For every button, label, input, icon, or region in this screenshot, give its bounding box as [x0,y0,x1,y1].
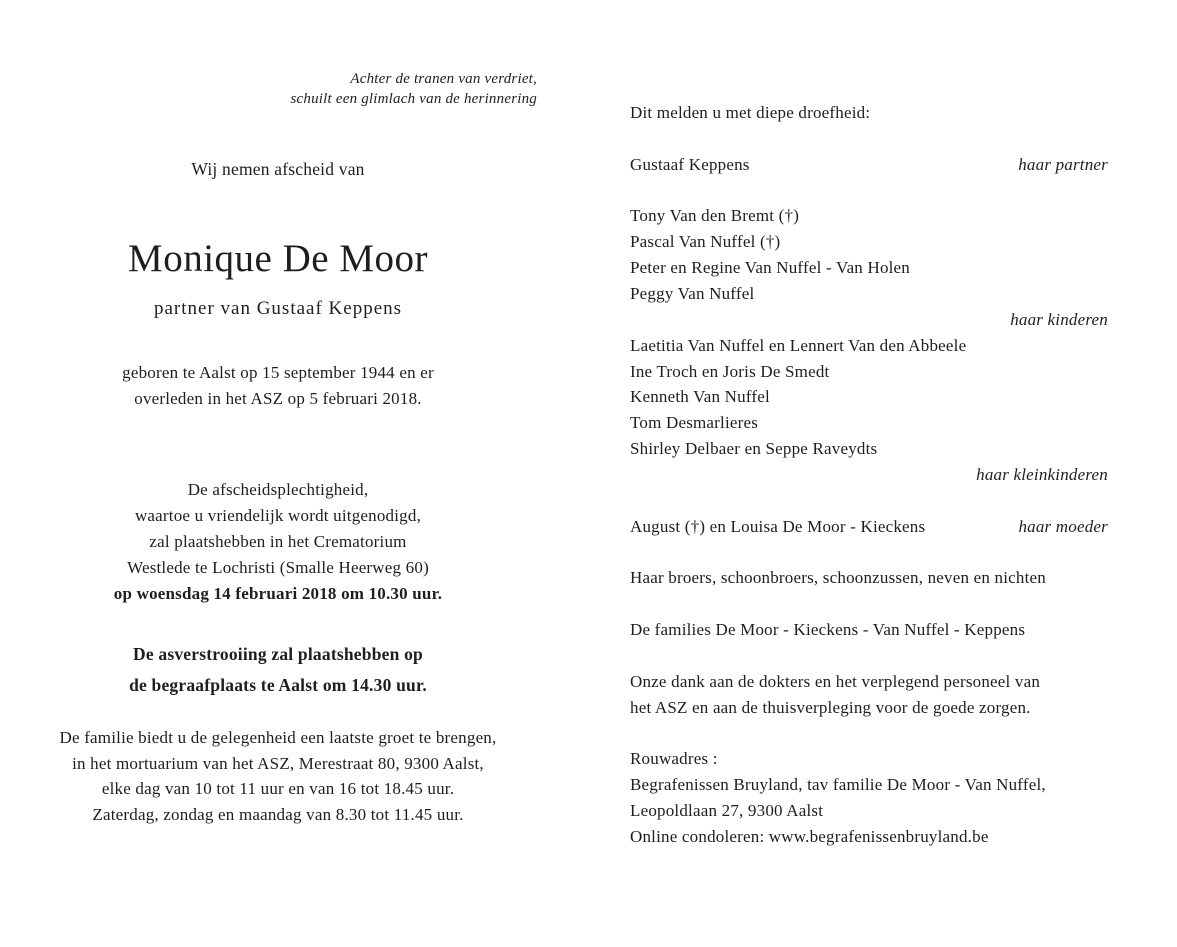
ceremony-line: Westlede te Lochristi (Smalle Heerweg 60) [127,558,429,577]
death-line: overleden in het ASZ op 5 februari 2018. [134,388,422,408]
mother-relation-label: haar moeder [1018,516,1108,536]
birth-line: geboren te Aalst op 15 september 1944 en er [122,363,434,382]
scattering-line: de begraafplaats te Aalst om 14.30 uur. [129,675,427,695]
spacer [630,540,1108,566]
grandchildren-relation-label: haar kleinkinderen [976,465,1108,485]
child-row: Tony Van den Bremt (†) [630,206,800,226]
birth-death-info [39,360,517,411]
epigraph-line-1: Achter de tranen van verdriet, [350,71,537,87]
thanks-line: het ASZ en aan de thuisverpleging voor de goede zorgen. [630,697,1031,717]
scattering-line: De asverstrooiing zal plaatshebben op [132,644,423,664]
announcement-line: Dit melden u met diepe droefheid: [630,103,871,122]
partner-row [630,152,1108,178]
spacer [630,643,1108,669]
ceremony-line: zal plaatshebben in het Crematorium [149,532,407,551]
partner-relation-label: haar partner [1018,154,1108,174]
grandchild-row: Laetitia Van Nuffel en Lennert Van den Abbeele [630,335,967,355]
family-announcement [630,100,1108,850]
mother-name: August (†) en Louisa De Moor - Kieckens [630,516,926,536]
farewell-intro: Wij nemen afscheid van [191,159,365,179]
children-relation-label: haar kinderen [1010,309,1108,329]
epigraph-line-2: schuilt een glimlach van de herinnering [290,91,537,107]
epigraph [0,69,537,109]
child-row: Peggy Van Nuffel [630,284,755,304]
spacer [630,591,1108,617]
grandchild-row: Tom Desmarlieres [630,413,759,433]
ceremony-line: waartoe u vriendelijk wordt uitgenodigd, [134,506,422,525]
partner-subtitle: partner van Gustaaf Keppens [153,298,403,319]
mourning-address-line: Leopoldlaan 27, 9300 Aalst [630,801,824,821]
relatives-line: Haar broers, schoonbroers, schoonzussen, neven en nichten [630,568,1046,588]
spacer [630,488,1108,514]
ceremony-datetime: op woensdag 14 februari 2018 om 10.30 uur. [113,584,443,603]
grandchild-row: Shirley Delbaer en Seppe Raveydts [630,439,878,459]
spacer [630,721,1108,747]
mourning-address-label: Rouwadres : [630,749,718,769]
ceremony-info [39,477,517,607]
child-row: Peter en Regine Van Nuffel - Van Holen [630,258,911,278]
deceased-name: Monique De Moor [128,237,428,280]
thanks-line: Onze dank aan de dokters en het verplegend personeel van [630,671,1041,691]
spacer [630,178,1108,204]
visitation-line: Zaterdag, zondag en maandag van 8.30 tot 11.45 uur. [92,805,464,825]
visitation-info [39,725,517,828]
families-line: De families De Moor - Kieckens - Van Nuffel - Keppens [630,620,1026,640]
partner-name: Gustaaf Keppens [630,154,750,174]
online-condolences-line: Online condoleren: www.begrafenissenbruyland.be [630,827,989,847]
visitation-line: De familie biedt u de gelegenheid een laatste groet te brengen, [59,728,497,747]
visitation-line: in het mortuarium van het ASZ, Merestraat 80, 9300 Aalst, [72,753,484,773]
grandchild-row: Kenneth Van Nuffel [630,387,770,407]
spacer [630,126,1108,152]
ash-scattering-info [39,639,517,701]
mourning-address-line: Begrafenissen Bruyland, tav familie De Moor - Van Nuffel, [630,775,1046,795]
ceremony-line: De afscheidsplechtigheid, [187,480,369,499]
child-row: Pascal Van Nuffel (†) [630,232,781,252]
visitation-line: elke dag van 10 tot 11 uur en van 16 tot 18.45 uur. [101,779,455,799]
grandchild-row: Ine Troch en Joris De Smedt [630,361,830,381]
mother-row [630,514,1108,540]
